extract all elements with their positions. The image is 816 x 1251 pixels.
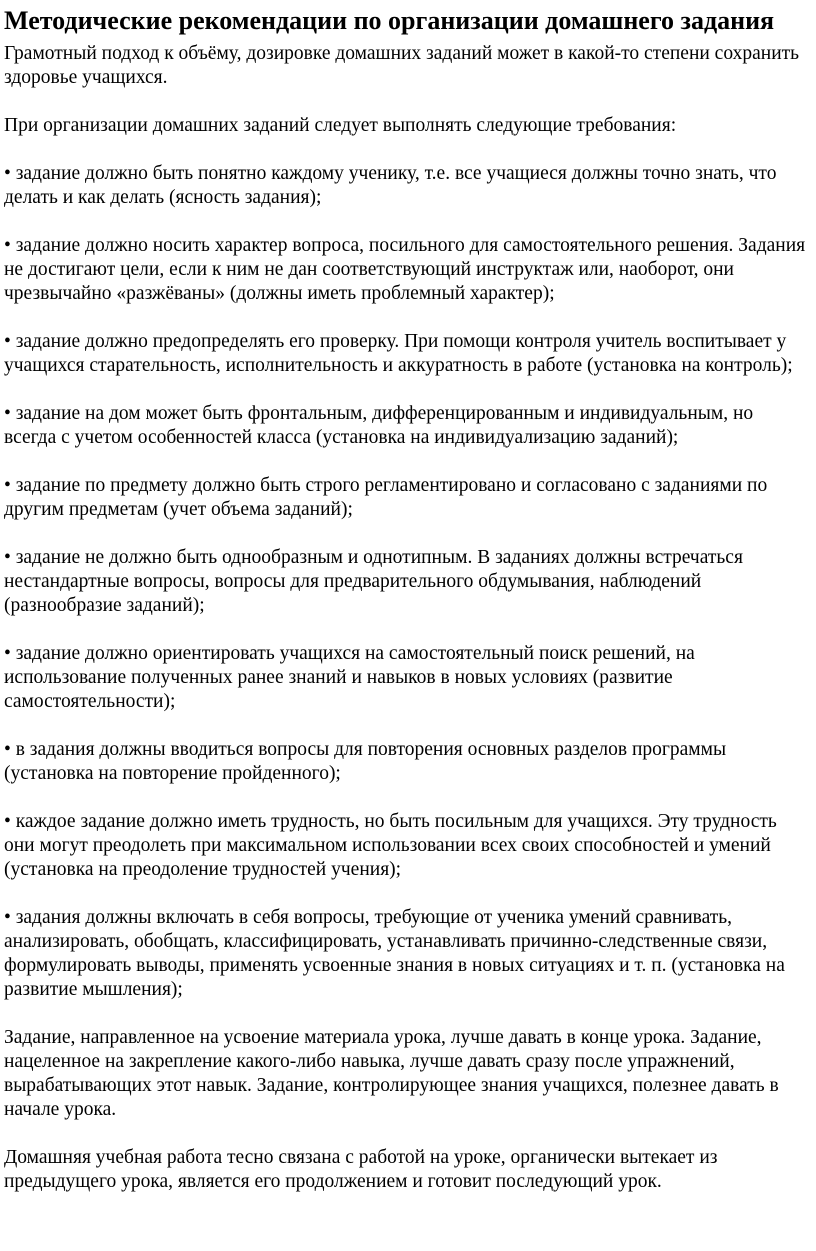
requirements-lead-paragraph: При организации домашних заданий следует выполнять следующие требования: (4, 115, 677, 136)
requirement-item: • задание должно ориентировать учащихся на самостоятельный поиск решений, на использование полученных ранее знаний и навыков в новых условиях (развитие самостоятельности); (4, 643, 695, 712)
document-title: Методические рекомендации по организации домашнего задания (4, 6, 775, 35)
requirement-item: • в задания должны вводиться вопросы для повторения основных разделов программы (установка на повторение пройденного); (4, 739, 727, 784)
requirement-item: • задание по предмету должно быть строго регламентировано и согласовано с заданиями по другим предметам (учет объема заданий); (4, 475, 768, 520)
requirement-item: • задание не должно быть однообразным и однотипным. В заданиях должны встречаться нестандартные вопросы, вопросы для предварительного обдумывания, наблюдений (разнообразие заданий); (4, 547, 743, 616)
timing-paragraph: Задание, направленное на усвоение материала урока, лучше давать в конце урока. Задание, нацеленное на закрепление какого-либо навыка, лучше давать сразу после упражнений, вырабатывающих этот навык. Задание, контролирующее знания учащихся, полезнее давать в начале урока. (4, 1027, 779, 1120)
requirement-item: • задание должно носить характер вопроса, посильного для самостоятельного решения. Задания не достигают цели, если к ним не дан соответствующий инструктаж или, наоборот, они чрезвычайно «разжёваны» (должны иметь проблемный характер); (4, 235, 806, 304)
conclusion-paragraph: Домашняя учебная работа тесно связана с работой на уроке, органически вытекает из предыдущего урока, является его продолжением и готовит последующий урок. (4, 1147, 718, 1192)
requirement-item: • задание должно предопределять его проверку. При помощи контроля учитель воспитывает у учащихся старательность, исполнительность и аккуратность в работе (установка на контроль); (4, 331, 793, 376)
requirement-item: • задание должно быть понятно каждому ученику, т.е. все учащиеся должны точно знать, что делать и как делать (ясность задания); (4, 163, 777, 208)
requirement-item: • задания должны включать в себя вопросы, требующие от ученика умений сравнивать, анализировать, обобщать, классифицировать, устанавливать причинно-следственные связи, формулировать выводы, применять усвоенные знания в новых ситуациях и т. п. (установка на развитие мышления); (4, 907, 785, 1000)
intro-paragraph: Грамотный подход к объёму, дозировке домашних заданий может в какой-то степени сохранить здоровье учащихся. (4, 43, 800, 88)
requirement-item: • задание на дом может быть фронтальным, дифференцированным и индивидуальным, но всегда с учетом особенностей класса (установка на индивидуализацию заданий); (4, 403, 754, 448)
requirement-item: • каждое задание должно иметь трудность, но быть посильным для учащихся. Эту трудность они могут преодолеть при максимальном использовании всех своих способностей и умений (установка на преодоление трудностей учения); (4, 811, 777, 880)
